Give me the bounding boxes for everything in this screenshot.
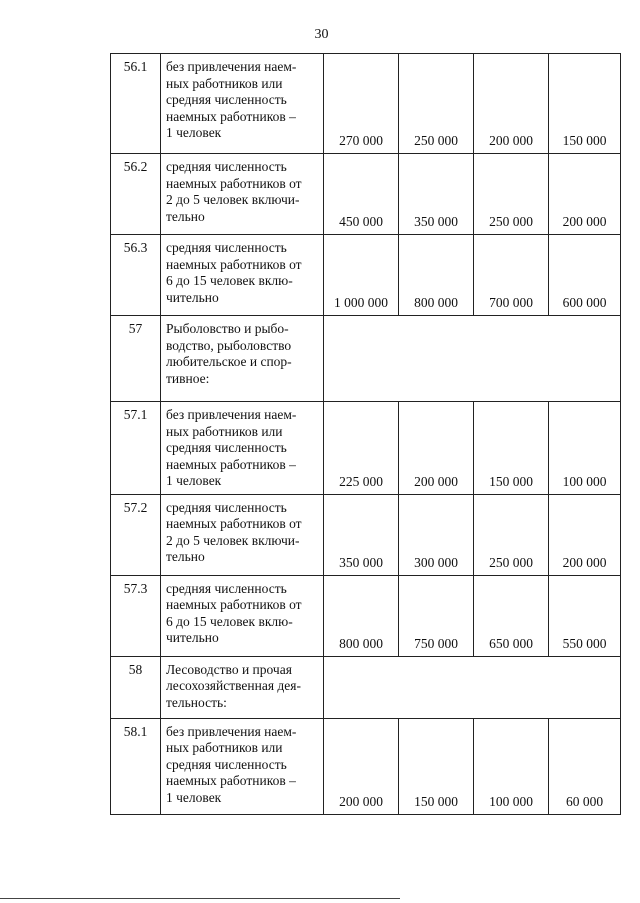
tariff-value: 225 000 xyxy=(324,402,399,495)
empty-value-cell xyxy=(324,656,621,718)
tariff-table-body xyxy=(111,54,621,815)
description-line: наемных работников от xyxy=(166,175,302,191)
description-line: 1 человек xyxy=(166,125,222,140)
description-line: тивное: xyxy=(166,370,210,386)
tariff-value: 300 000 xyxy=(399,494,474,575)
row-code: 58 xyxy=(111,656,161,718)
tariff-value: 800 000 xyxy=(399,235,474,316)
tariff-value: 200 000 xyxy=(399,402,474,495)
description-line: наемных работников – xyxy=(166,456,296,472)
bottom-rule xyxy=(0,898,400,899)
empty-value-cell xyxy=(324,316,621,402)
description-line: без привлечения наем- xyxy=(166,723,297,739)
description-line: без привлечения наем- xyxy=(166,59,297,74)
description-line: наемных работников от xyxy=(166,256,302,272)
description-line: тельность: xyxy=(166,694,227,710)
tariff-value: 550 000 xyxy=(549,575,621,656)
description-line: без привлечения наем- xyxy=(166,407,297,422)
row-code: 56.1 xyxy=(111,54,161,154)
description-line: Лесоводство и прочая xyxy=(166,661,292,677)
tariff-value: 450 000 xyxy=(324,154,399,235)
table-row xyxy=(111,316,621,402)
table-row xyxy=(111,402,621,495)
page-number: 30 xyxy=(314,27,329,42)
description-line: наемных работников – xyxy=(166,773,296,788)
description-line: наемных работников от xyxy=(166,597,302,612)
description-line: любительское и спор- xyxy=(166,354,292,369)
tariff-table xyxy=(110,53,621,815)
description-line: лесохозяйственная дея- xyxy=(166,678,301,693)
tariff-value: 200 000 xyxy=(549,494,621,575)
tariff-value: 350 000 xyxy=(399,154,474,235)
tariff-value: 250 000 xyxy=(399,54,474,154)
tariff-value: 650 000 xyxy=(474,575,549,656)
tariff-value: 150 000 xyxy=(549,54,621,154)
tariff-value: 200 000 xyxy=(474,54,549,154)
row-description xyxy=(161,718,324,814)
description-line: 6 до 15 человек вклю- xyxy=(166,613,293,629)
description-line: средняя численность xyxy=(166,240,287,255)
row-code: 56.2 xyxy=(111,154,161,235)
description-line: наемных работников – xyxy=(166,108,296,124)
tariff-value: 200 000 xyxy=(549,154,621,235)
description-line: ных работников или xyxy=(166,75,283,91)
row-code: 58.1 xyxy=(111,718,161,814)
description-line: средняя численность xyxy=(166,499,287,515)
description-line: средняя численность xyxy=(166,440,287,455)
description-line: средняя численность xyxy=(166,159,287,174)
tariff-value: 800 000 xyxy=(324,575,399,656)
row-code: 57.3 xyxy=(111,575,161,656)
tariff-value: 100 000 xyxy=(474,718,549,814)
description-line: 1 человек xyxy=(166,473,222,488)
description-line: средняя численность xyxy=(166,756,287,772)
description-line: ных работников или xyxy=(166,423,283,439)
description-line: ных работников или xyxy=(166,740,283,755)
tariff-value: 270 000 xyxy=(324,54,399,154)
row-description xyxy=(161,656,324,718)
row-description xyxy=(161,235,324,316)
row-code: 57.2 xyxy=(111,494,161,575)
description-line: тельно xyxy=(166,549,205,564)
table-row xyxy=(111,154,621,235)
description-line: водство, рыболовство xyxy=(166,337,292,353)
row-description xyxy=(161,154,324,235)
row-code: 57 xyxy=(111,316,161,402)
description-line: Рыболовство и рыбо- xyxy=(166,321,289,336)
tariff-value: 250 000 xyxy=(474,494,549,575)
row-code: 57.1 xyxy=(111,402,161,495)
row-description xyxy=(161,54,324,154)
tariff-value: 60 000 xyxy=(549,718,621,814)
description-line: 6 до 15 человек вклю- xyxy=(166,273,293,288)
description-line: тельно xyxy=(166,208,205,224)
row-description xyxy=(161,575,324,656)
table-row xyxy=(111,575,621,656)
description-line: средняя численность xyxy=(166,580,287,596)
description-line: 2 до 5 человек включи- xyxy=(166,192,300,207)
description-line: чительно xyxy=(166,289,219,305)
tariff-value: 600 000 xyxy=(549,235,621,316)
row-code: 56.3 xyxy=(111,235,161,316)
tariff-value: 700 000 xyxy=(474,235,549,316)
tariff-value: 150 000 xyxy=(474,402,549,495)
tariff-value: 1 000 000 xyxy=(324,235,399,316)
row-description xyxy=(161,402,324,495)
description-line: чительно xyxy=(166,630,219,645)
table-row xyxy=(111,718,621,814)
description-line: наемных работников от xyxy=(166,516,302,531)
description-line: средняя численность xyxy=(166,92,287,107)
tariff-value: 350 000 xyxy=(324,494,399,575)
tariff-value: 150 000 xyxy=(399,718,474,814)
tariff-value: 750 000 xyxy=(399,575,474,656)
tariff-value: 250 000 xyxy=(474,154,549,235)
table-row xyxy=(111,235,621,316)
table-row xyxy=(111,494,621,575)
tariff-value: 200 000 xyxy=(324,718,399,814)
tariff-value: 100 000 xyxy=(549,402,621,495)
row-description xyxy=(161,316,324,402)
row-description xyxy=(161,494,324,575)
description-line: 1 человек xyxy=(166,789,222,805)
table-row xyxy=(111,54,621,154)
description-line: 2 до 5 человек включи- xyxy=(166,532,300,548)
table-row xyxy=(111,656,621,718)
